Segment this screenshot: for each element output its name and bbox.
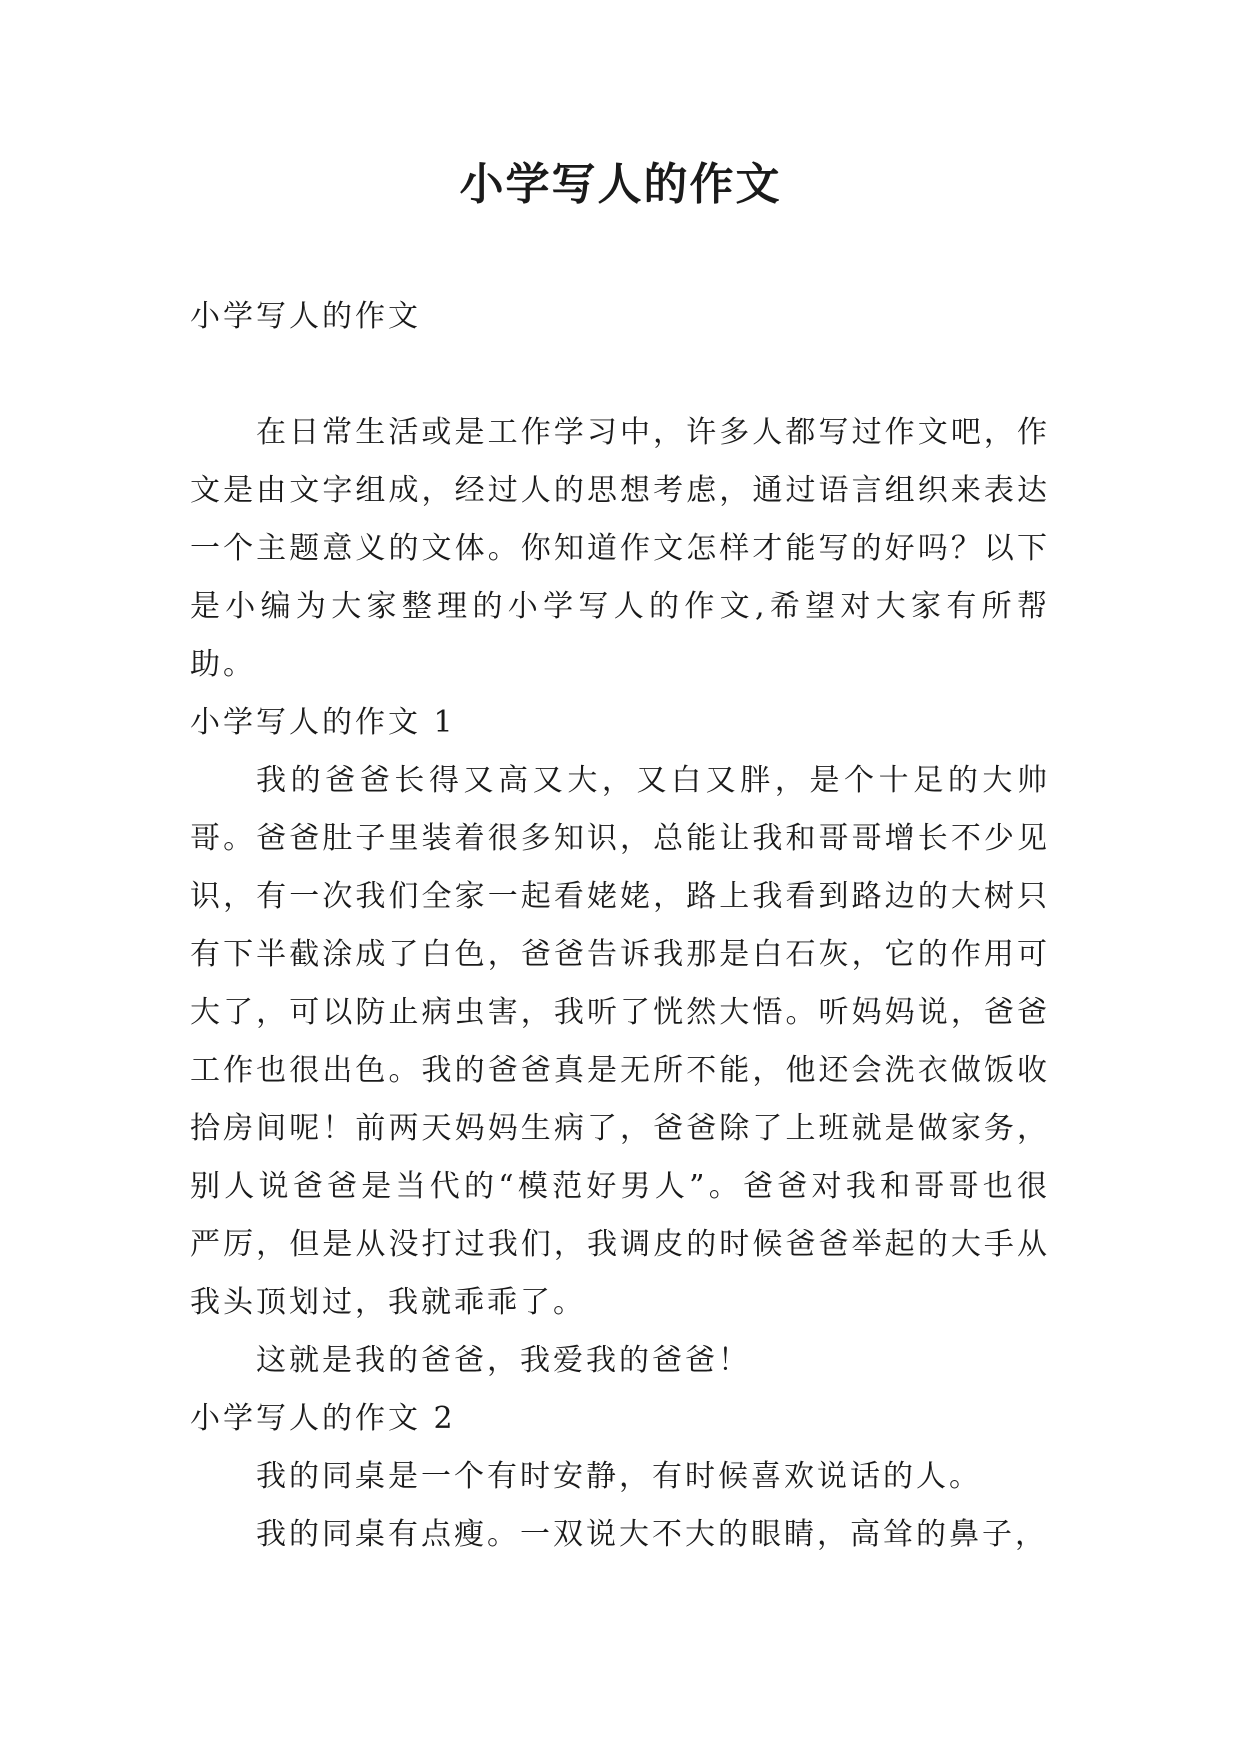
essay-2 [190,1390,1050,1564]
intro-paragraph: 在日常生活或是工作学习中，许多人都写过作文吧，作文是由文字组成，经过人的思想考虑，通过语言组织来表达一个主题意义的文体。你知道作文怎样才能写的好吗？以下是小编为大家整理的小学写人的作文,希望对大家有所帮助。 [190,415,1050,682]
essay-paragraph: 我的同桌有点瘦。一双说大不大的眼睛，高耸的鼻子， [256,1517,1048,1552]
essay-heading: 小学写人的作文 2 [190,1401,456,1436]
essay-paragraph: 我的爸爸长得又高又大，又白又胖，是个十足的大帅哥。爸爸肚子里装着很多知识，总能让我和哥哥增长不少见识，有一次我们全家一起看姥姥，路上我看到路边的大树只有下半截涂成了白色，爸爸告诉我那是白石灰，它的作用可大了，可以防止病虫害，我听了恍然大悟。听妈妈说，爸爸工作也很出色。我的爸爸真是无所不能，他还会洗衣做饭收拾房间呢！前两天妈妈生病了，爸爸除了上班就是做家务，别人说爸爸是当代的“模范好男人”。爸爸对我和哥哥也很严厉，但是从没打过我们，我调皮的时候爸爸举起的大手从我头顶划过，我就乖乖了。 [190,763,1050,1320]
document-subtitle: 小学写人的作文 [190,299,421,334]
essay-paragraph: 我的同桌是一个有时安静，有时候喜欢说话的人。 [256,1459,982,1494]
essay-heading: 小学写人的作文 1 [190,705,456,740]
intro-section [190,404,1050,694]
essay-1 [190,694,1050,1390]
essays-section [190,694,1050,1564]
essay-paragraph: 这就是我的爸爸，我爱我的爸爸！ [256,1343,751,1378]
document-title: 小学写人的作文 [459,159,782,210]
